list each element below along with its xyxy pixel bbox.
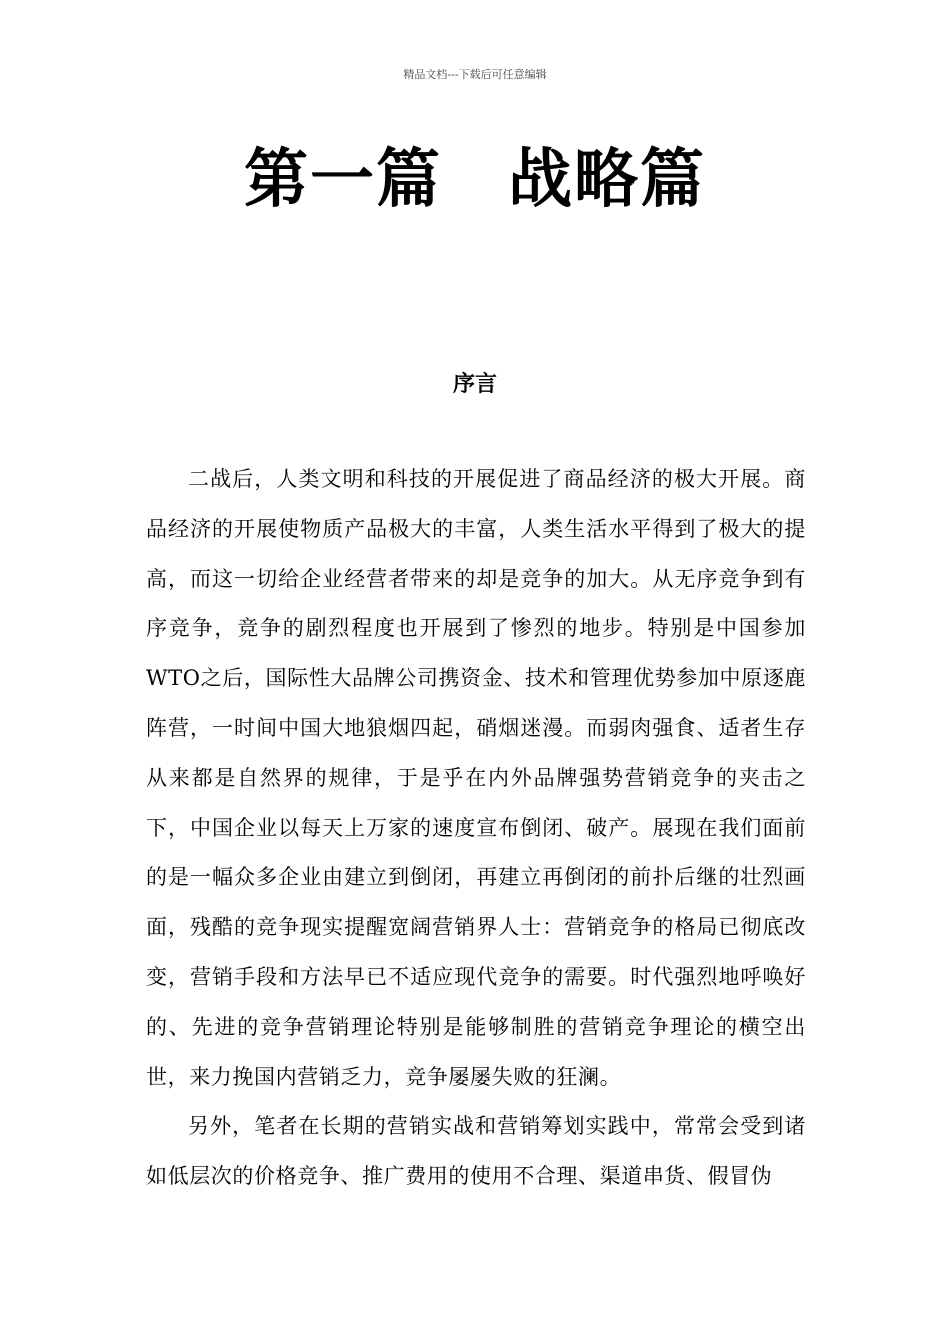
body-text: [146, 455, 806, 1202]
paragraph: 二战后，人类文明和科技的开展促进了商品经济的极大开展。商品经济的开展使物质产品极大的丰富，人类生活水平得到了极大的提高，而这一切给企业经营者带来的却是竞争的加大。从无序竞争到有序竞争，竞争的剧烈程度也开展到了惨烈的地步。特别是中国参加WTO之后，国际性大品牌公司携资金、技术和管理优势参加中原逐鹿阵营，一时间中国大地狼烟四起，硝烟迷漫。而弱肉强食、适者生存从来都是自然界的规律，于是乎在内外品牌强势营销竞争的夹击之下，中国企业以每天上万家的速度宣布倒闭、破产。展现在我们面前的是一幅众多企业由建立到倒闭，再建立再倒闭的前扑后继的壮烈画面，残酷的竞争现实提醒宽阔营销界人士：营销竞争的格局已彻底改变，营销手段和方法早已不适应现代竞争的需要。时代强烈地呼唤好的、先进的竞争营销理论特别是能够制胜的营销竞争理论的横空出世，来力挽国内营销乏力，竞争屡屡失败的狂澜。: [146, 467, 806, 1089]
paragraph: 另外，笔者在长期的营销实战和营销筹划实践中，常常会受到诸如低层次的价格竞争、推广费用的使用不合理、渠道串货、假冒伪: [146, 1114, 806, 1189]
chapter-title: 第一篇 战略篇: [244, 143, 706, 217]
page-header: 精品文档---下载后可任意编辑: [403, 68, 547, 81]
section-title: 序言: [452, 372, 497, 397]
